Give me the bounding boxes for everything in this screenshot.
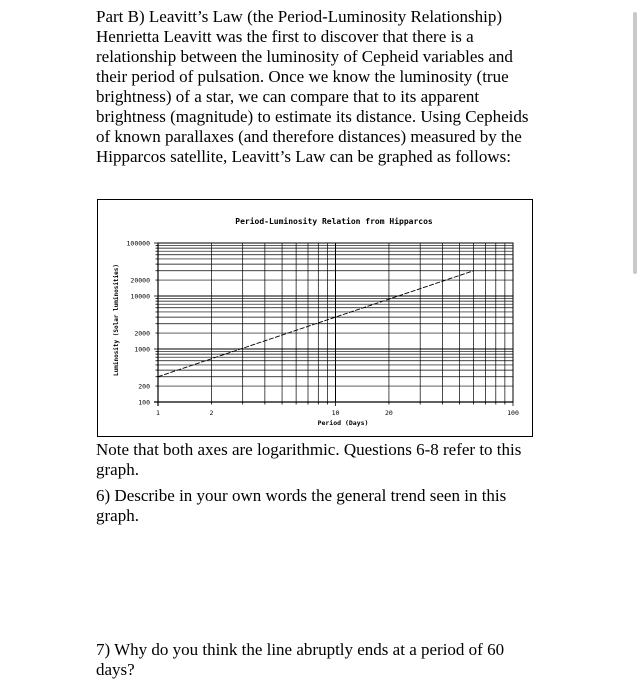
scrollbar[interactable] bbox=[633, 12, 637, 274]
note-section bbox=[96, 440, 546, 480]
y-tick-label: 100 bbox=[138, 398, 150, 407]
chart-title: Period-Luminosity Relation from Hipparcos bbox=[235, 217, 433, 226]
grid-lines bbox=[158, 243, 513, 402]
question-6: 6) Describe in your own words the general trend seen in this graph. bbox=[96, 486, 507, 525]
y-tick-label: 10000 bbox=[130, 292, 150, 301]
axes bbox=[154, 243, 513, 406]
y-tick-label: 100000 bbox=[126, 239, 150, 248]
y-tick-label: 20000 bbox=[130, 276, 150, 285]
question-7: 7) Why do you think the line abruptly ends at a period of 60 days? bbox=[96, 640, 505, 679]
x-tick-label: 20 bbox=[385, 409, 393, 417]
intro-paragraph: Henrietta Leavitt was the first to discover that there is a relationship between the luminosity of Cepheid variables and their period of pulsation. Once we know the luminosity (true brightness) of a star, we can compare that to its apparent brightness (magnitude) to estimate its distance. Using Cepheids of known parallaxes (and therefore distances) measured by the Hipparcos satellite, Leavitt’s Law can be graphed as follows: bbox=[96, 27, 529, 166]
x-tick-label: 1 bbox=[156, 409, 160, 417]
y-tick-label: 2000 bbox=[134, 329, 150, 338]
x-tick-label: 100 bbox=[507, 409, 519, 417]
x-axis-label: Period (Days) bbox=[317, 419, 369, 427]
x-tick-label: 10 bbox=[331, 409, 340, 417]
y-axis-label: Luminosity (Solar luminosities) bbox=[113, 264, 120, 376]
period-luminosity-chart bbox=[98, 200, 534, 438]
note-text: Note that both axes are logarithmic. Questions 6-8 refer to this graph. bbox=[96, 440, 522, 479]
y-tick-label: 200 bbox=[138, 382, 150, 391]
section-heading: Part B) Leavitt’s Law (the Period-Luminosity Relationship) bbox=[96, 7, 503, 26]
chart-frame bbox=[97, 199, 533, 437]
tick-labels bbox=[127, 239, 519, 417]
y-tick-label: 1000 bbox=[134, 345, 150, 354]
x-tick-label: 2 bbox=[209, 409, 214, 417]
intro-section bbox=[96, 7, 546, 167]
